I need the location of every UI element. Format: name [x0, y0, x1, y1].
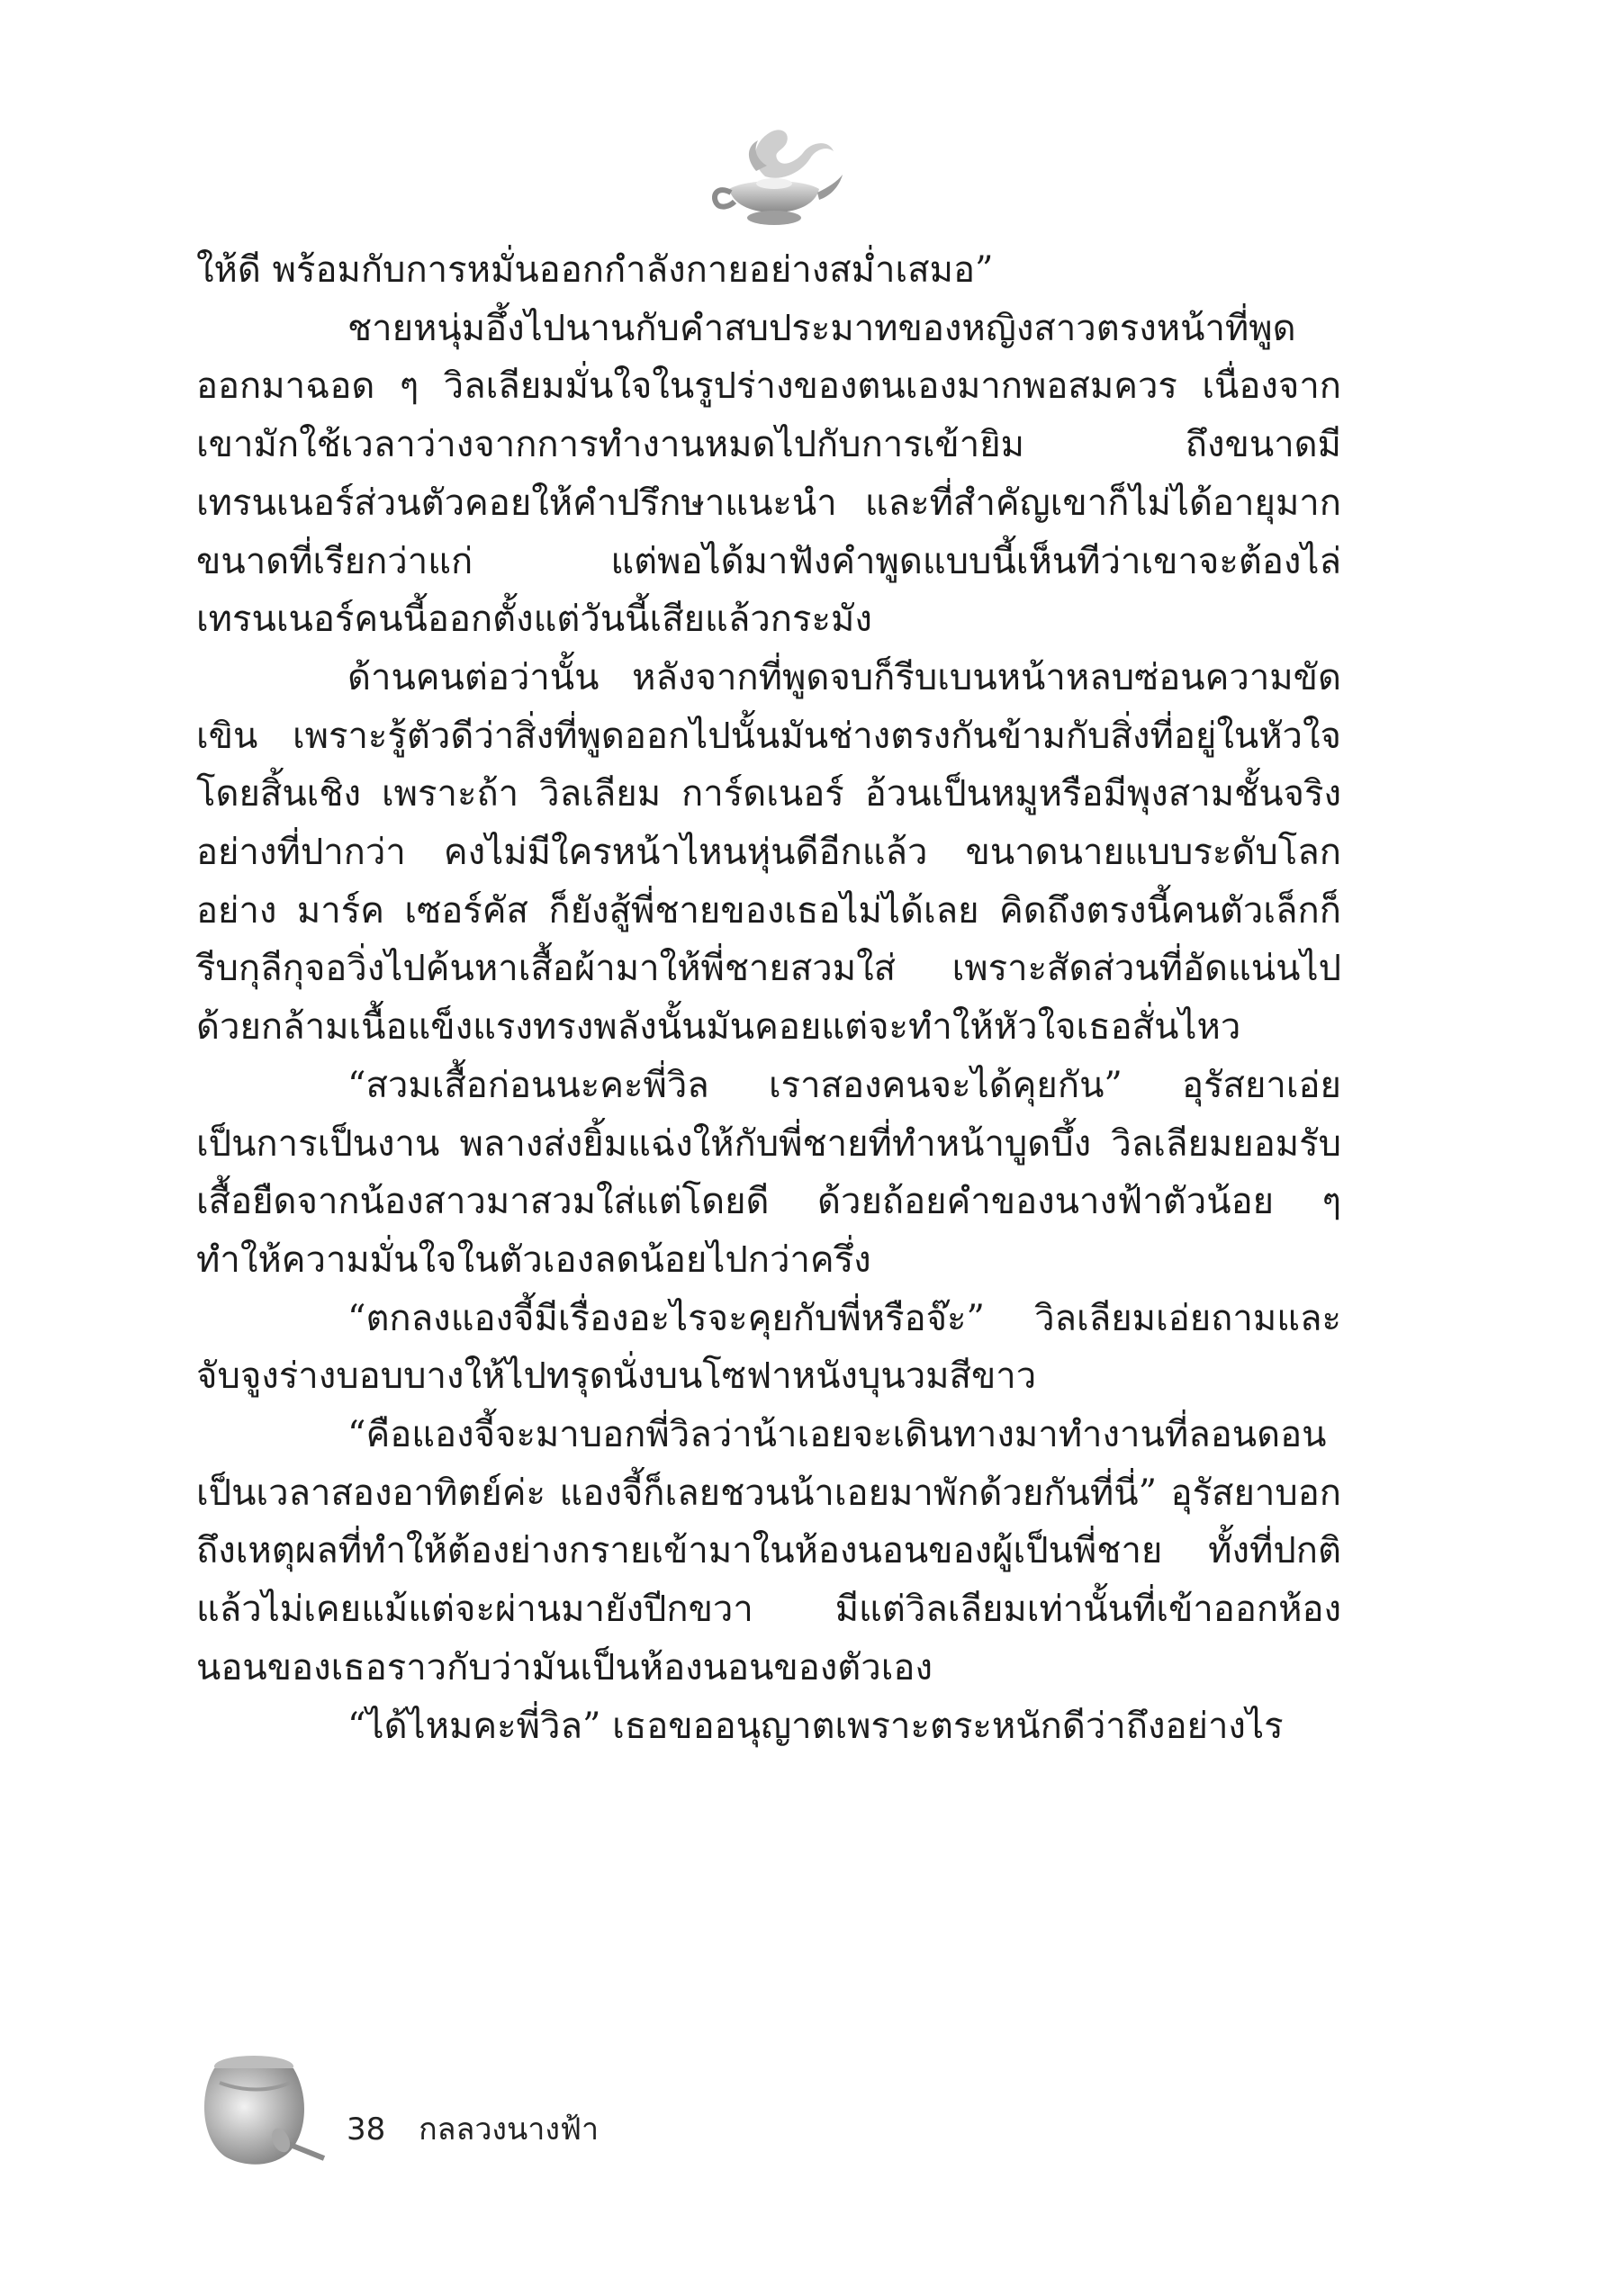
honey-pot-icon: [189, 2041, 333, 2176]
paragraph: “ได้ไหมคะพี่วิล” เธอขออนุญาตเพราะตระหนักดีว่าถึงอย่างไร: [347, 1705, 1284, 1747]
paragraph: “ตกลงแองจี้มีเรื่องอะไรจะคุยกับพี่หรือจ๊ะ” วิลเลียมเอ่ยถามและจับจูงร่างบอบบางให้ไปทรุดนั่งบนโซฟาหนังบุนวมสีขาว: [196, 1297, 1341, 1398]
body-text: [196, 241, 1341, 1755]
paragraph: “สวมเสื้อก่อนนะคะพี่วิล เราสองคนจะได้คุยกัน” อุรัสยาเอ่ยเป็นการเป็นงาน พลางส่งยิ้มแฉ่งให้กับพี่ชายที่ทำหน้าบูดบึ้ง วิลเลียมยอมรับเสื้อยืดจากน้องสาวมาสวมใส่แต่โดยดี ด้วยถ้อยคำของนางฟ้าตัวน้อย ๆ ทำให้ความมั่นใจในตัวเองลดน้อยไปกว่าครึ่ง: [196, 1064, 1341, 1281]
footer-text: [347, 2104, 599, 2153]
genie-lamp-icon: [702, 106, 846, 241]
page-number: 38: [347, 2111, 386, 2147]
paragraph: “คือแองจี้จะมาบอกพี่วิลว่าน้าเอยจะเดินทางมาทำงานที่ลอนดอนเป็นเวลาสองอาทิตย์ค่ะ แองจี้ก็เลยชวนน้าเอยมาพักด้วยกันที่นี่” อุรัสยาบอกถึงเหตุผลที่ทำให้ต้องย่างกรายเข้ามาในห้องนอนของผู้เป็นพี่ชาย ทั้งที่ปกติแล้วไม่เคยแม้แต่จะผ่านมายังปีกขวา มีแต่วิลเลียมเท่านั้นที่เข้าออกห้องนอนของเธอราวกับว่ามันเป็นห้องนอนของตัวเอง: [196, 1414, 1341, 1688]
paragraph: ด้านคนต่อว่านั้น หลังจากที่พูดจบก็รีบเบนหน้าหลบซ่อนความขัดเขิน เพราะรู้ตัวดีว่าสิ่งที่พูดออกไปนั้นมันช่างตรงกันข้ามกับสิ่งที่อยู่ในหัวใจโดยสิ้นเชิง เพราะถ้า วิลเลียม การ์ดเนอร์ อ้วนเป็นหมูหรือมีพุงสามชั้นจริงอย่างที่ปากว่า คงไม่มีใครหน้าไหนหุ่นดีอีกแล้ว ขนาดนายแบบระดับโลกอย่าง มาร์ค เซอร์คัส ก็ยังสู้พี่ชายของเธอไม่ได้เลย คิดถึงตรงนี้คนตัวเล็กก็รีบกุลีกุจอวิ่งไปค้นหาเสื้อผ้ามาให้พี่ชายสวมใส่ เพราะสัดส่วนที่อัดแน่นไปด้วยกล้ามเนื้อแข็งแรงทรงพลังนั้นมันคอยแต่จะทำให้หัวใจเธอสั่นไหว: [196, 656, 1341, 1049]
paragraph: ชายหนุ่มอึ้งไปนานกับคำสบประมาทของหญิงสาวตรงหน้าที่พูดออกมาฉอด ๆ วิลเลียมมั่นใจในรูปร่างของตนเองมากพอสมควร เนื่องจากเขามักใช้เวลาว่างจากการทำงานหมดไปกับการเข้ายิม ถึงขนาดมีเทรนเนอร์ส่วนตัวคอยให้คำปรึกษาแนะนำ และที่สำคัญเขาก็ไม่ได้อายุมากขนาดที่เรียกว่าแก่ แต่พอได้มาฟังคำพูดแบบนี้เห็นทีว่าเขาจะต้องไล่เทรนเนอร์คนนี้ออกตั้งแต่วันนี้เสียแล้วกระมัง: [196, 307, 1341, 641]
paragraph: ให้ดี พร้อมกับการหมั่นออกกำลังกายอย่างสม่ำเสมอ”: [196, 249, 994, 291]
book-title: กลลวงนางฟ้า: [419, 2111, 600, 2147]
page-footer: [189, 2041, 819, 2176]
